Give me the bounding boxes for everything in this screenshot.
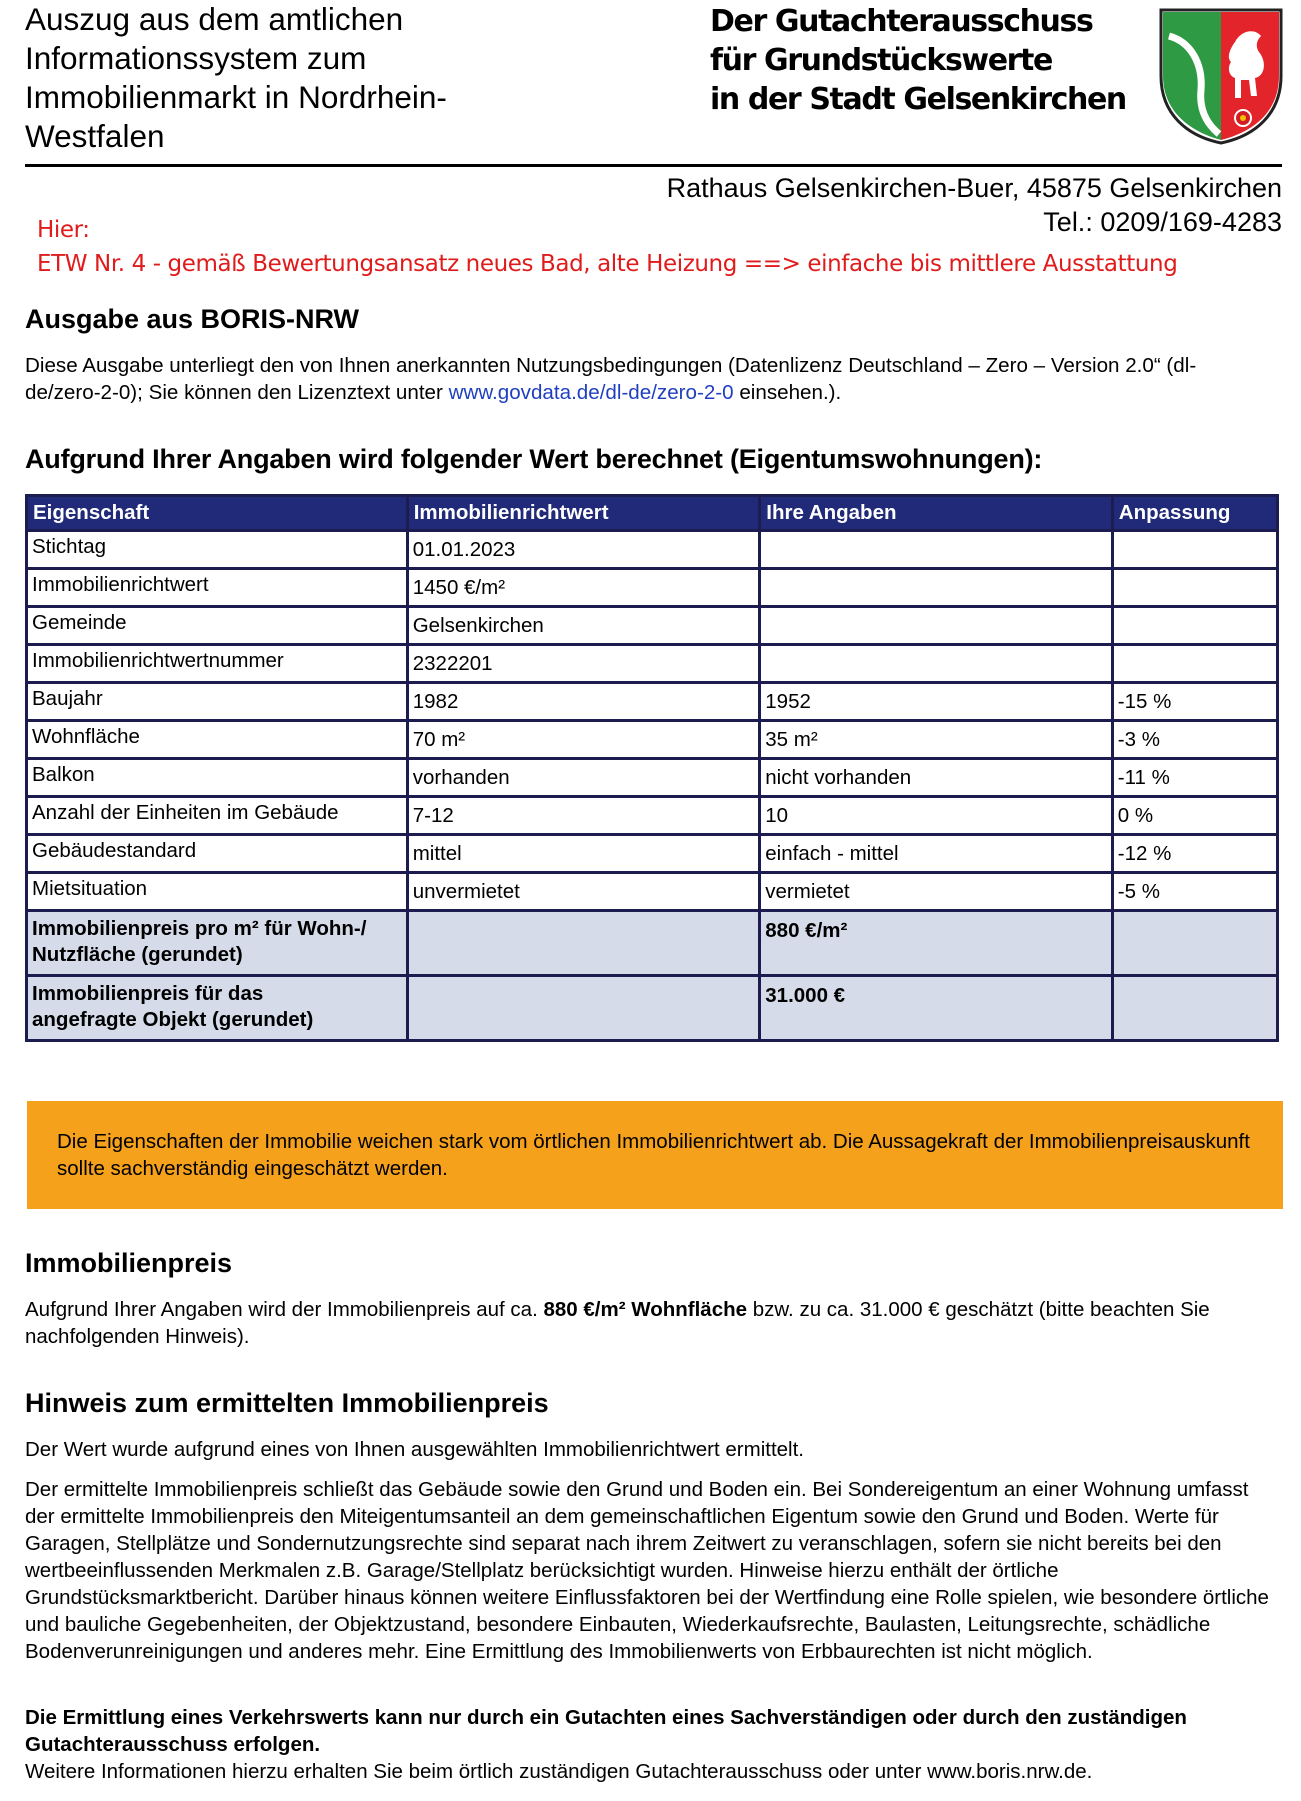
table-row xyxy=(27,759,1278,797)
table-row xyxy=(27,645,1278,683)
adjustment-cell: -5 % xyxy=(1112,873,1277,911)
issuer-name-line: für Grundstückswerte xyxy=(710,43,1052,78)
reference-value-cell: 2322201 xyxy=(407,645,760,683)
input-value-cell: einfach - mittel xyxy=(760,835,1113,873)
reference-value-cell: unvermietet xyxy=(407,873,760,911)
header-title-line: Immobilienmarkt in Nordrhein- xyxy=(25,79,447,115)
input-value-cell: 10 xyxy=(760,797,1113,835)
price-highlight: 880 €/m² Wohnfläche xyxy=(543,1298,748,1321)
property-cell: Mietsituation xyxy=(27,873,408,911)
column-header: Ihre Angaben xyxy=(760,496,1113,531)
property-cell: Immobilienrichtwertnummer xyxy=(27,645,408,683)
license-link[interactable]: www.govdata.de/dl-de/zero-2-0 xyxy=(448,381,734,404)
valuation-table xyxy=(25,494,1279,1042)
reference-value-cell: 7-12 xyxy=(407,797,760,835)
result-value-cell: 880 €/m² xyxy=(760,911,1113,976)
adjustment-cell xyxy=(1112,607,1277,645)
table-row xyxy=(27,569,1278,607)
input-value-cell: nicht vorhanden xyxy=(760,759,1113,797)
reference-value-cell: 01.01.2023 xyxy=(407,531,760,569)
adjustment-cell: -12 % xyxy=(1112,835,1277,873)
address-line: Rathaus Gelsenkirchen-Buer, 45875 Gelsenkirchen xyxy=(666,173,1282,203)
empty-cell xyxy=(407,976,760,1041)
license-paragraph xyxy=(25,352,1255,406)
header-title-line: Westfalen xyxy=(25,118,165,154)
result-row-price-per-m2 xyxy=(27,911,1278,976)
header-title-line: Auszug aus dem amtlichen xyxy=(25,1,404,37)
reference-value-cell: 1450 €/m² xyxy=(407,569,760,607)
issuer-name-line: Der Gutachterausschuss xyxy=(710,4,1093,39)
property-cell: Wohnfläche xyxy=(27,721,408,759)
property-cell: Gemeinde xyxy=(27,607,408,645)
hint-paragraph: Der ermittelte Immobilienpreis schließt das Gebäude sowie den Grund und Boden ein. Bei Sondereigentum an einer Wohnung umfasst der ermittelte Immobilienpreis den Miteigentumsanteil an dem gemeinschaftlichen Eigentum sowie den Grund und Boden. Werte für Garagen, Stellplätze und Sondernutzungsrechte sind separat nach ihrem Zeitwert zu veranschlagen, sofern sie nicht bereits bei den wertbeeinflussenden Merkmalen z.B. Garage/Stellplatz berücksichtigt wurden. Hinweise hierzu enthält der örtliche Grundstücksmarktbericht. Darüber hinaus können weitere Einflussfaktoren bei der Wertfindung eine Rolle spielen, wie besondere örtliche und bauliche Gegebenheiten, der Objektzustand, besondere Einbauten, Wiederkaufsrechte, Baulasten, Leitungsrechte, schädliche Bodenverunreinigungen und anderes mehr. Eine Ermittlung des Immobilienwerts von Erbbaurechten ist nicht möglich. xyxy=(25,1478,1269,1663)
table-row xyxy=(27,835,1278,873)
issuer-name xyxy=(710,2,1180,119)
final-text: Weitere Informationen hierzu erhalten Sie beim örtlich zuständigen Gutachterausschuss oder unter www.boris.nrw.de. xyxy=(25,1760,1093,1783)
property-cell: Gebäudestandard xyxy=(27,835,408,873)
property-cell: Anzahl der Einheiten im Gebäude xyxy=(27,797,408,835)
price-text: Aufgrund Ihrer Angaben wird der Immobilienpreis auf ca. xyxy=(25,1298,544,1321)
table-row xyxy=(27,797,1278,835)
adjustment-cell: -11 % xyxy=(1112,759,1277,797)
input-value-cell xyxy=(760,569,1113,607)
license-text-end: einsehen.). xyxy=(733,381,842,404)
result-value-cell: 31.000 € xyxy=(760,976,1113,1041)
table-header-row xyxy=(27,496,1278,531)
hint-paragraph: Der Wert wurde aufgrund eines von Ihnen ausgewählten Immobilienrichtwert ermittelt. xyxy=(25,1438,804,1461)
input-value-cell xyxy=(760,607,1113,645)
empty-cell xyxy=(407,911,760,976)
document-page xyxy=(25,0,1282,1801)
final-paragraph xyxy=(25,1704,1270,1785)
table-row xyxy=(27,531,1278,569)
result-label-line: angefragte Objekt (gerundet) xyxy=(32,1008,314,1031)
annotation-line: ETW Nr. 4 - gemäß Bewertungsansatz neues Bad, alte Heizung ==> einfache bis mittlere Ausstattung xyxy=(37,251,1178,277)
license-text: Diese Ausgabe unterliegt den von Ihnen anerkannten Nutzungsbedingungen (Datenlizenz Deutschland – Zero – Version 2.0“ (dl-de/zero-2-0); Sie können den Lizenztext unter xyxy=(25,354,1197,404)
warning-text: Die Eigenschaften der Immobilie weichen stark vom örtlichen Immobilienrichtwert ab. Die Aussagekraft der Immobilienpreisauskunft sollte sachverständig eingeschätzt werden. xyxy=(57,1130,1250,1180)
table-row xyxy=(27,607,1278,645)
property-cell: Stichtag xyxy=(27,531,408,569)
result-label-line: Immobilienpreis für das xyxy=(32,982,264,1005)
property-cell: Immobilienrichtwert xyxy=(27,569,408,607)
input-value-cell: vermietet xyxy=(760,873,1113,911)
annotation-line: Hier: xyxy=(37,217,90,243)
reference-value-cell: 1982 xyxy=(407,683,760,721)
warning-box xyxy=(27,1101,1283,1209)
adjustment-cell xyxy=(1112,569,1277,607)
adjustment-cell xyxy=(1112,645,1277,683)
adjustment-cell xyxy=(1112,531,1277,569)
column-header: Anpassung xyxy=(1112,496,1277,531)
table-row xyxy=(27,721,1278,759)
column-header: Eigenschaft xyxy=(27,496,408,531)
reference-value-cell: vorhanden xyxy=(407,759,760,797)
header-title xyxy=(25,0,545,156)
column-header: Immobilienrichtwert xyxy=(407,496,760,531)
table-row xyxy=(27,873,1278,911)
price-paragraph xyxy=(25,1296,1265,1350)
adjustment-cell: 0 % xyxy=(1112,797,1277,835)
property-cell: Balkon xyxy=(27,759,408,797)
nrw-coat-of-arms-icon xyxy=(1157,6,1285,146)
reference-value-cell: 70 m² xyxy=(407,721,760,759)
reference-value-cell: Gelsenkirchen xyxy=(407,607,760,645)
reference-value-cell: mittel xyxy=(407,835,760,873)
property-cell: Baujahr xyxy=(27,683,408,721)
result-label-line: Nutzfläche (gerundet) xyxy=(32,943,243,966)
adjustment-cell: -3 % xyxy=(1112,721,1277,759)
header-divider xyxy=(25,164,1282,167)
section-title-price: Immobilienpreis xyxy=(25,1248,233,1278)
result-label-cell xyxy=(27,976,408,1041)
final-bold-text: Die Ermittlung eines Verkehrswerts kann nur durch ein Gutachten eines Sachverständigen oder durch den zuständigen Gutachterausschuss erfolgen. xyxy=(25,1706,1187,1756)
section-title-hint: Hinweis zum ermittelten Immobilienpreis xyxy=(25,1388,549,1418)
result-label-cell xyxy=(27,911,408,976)
result-label-line: Immobilienpreis pro m² für Wohn-/ xyxy=(32,917,367,940)
section-title-boris: Ausgabe aus BORIS-NRW xyxy=(25,304,360,334)
input-value-cell xyxy=(760,531,1113,569)
section-title-calculation: Aufgrund Ihrer Angaben wird folgender Wert berechnet (Eigentumswohnungen): xyxy=(25,444,1043,474)
price-text-end: bzw. zu ca. 31.000 € geschätzt (bitte beachten Sie nachfolgenden Hinweis). xyxy=(25,1298,1210,1348)
phone-line: Tel.: 0209/169-4283 xyxy=(1043,207,1282,237)
adjustment-cell: -15 % xyxy=(1112,683,1277,721)
input-value-cell xyxy=(760,645,1113,683)
annotation-note xyxy=(37,213,1177,281)
table-row xyxy=(27,683,1278,721)
empty-cell xyxy=(1112,976,1277,1041)
input-value-cell: 35 m² xyxy=(760,721,1113,759)
result-row-total-price xyxy=(27,976,1278,1041)
empty-cell xyxy=(1112,911,1277,976)
header-title-line: Informationssystem zum xyxy=(25,40,367,76)
issuer-name-line: in der Stadt Gelsenkirchen xyxy=(710,82,1126,117)
input-value-cell: 1952 xyxy=(760,683,1113,721)
